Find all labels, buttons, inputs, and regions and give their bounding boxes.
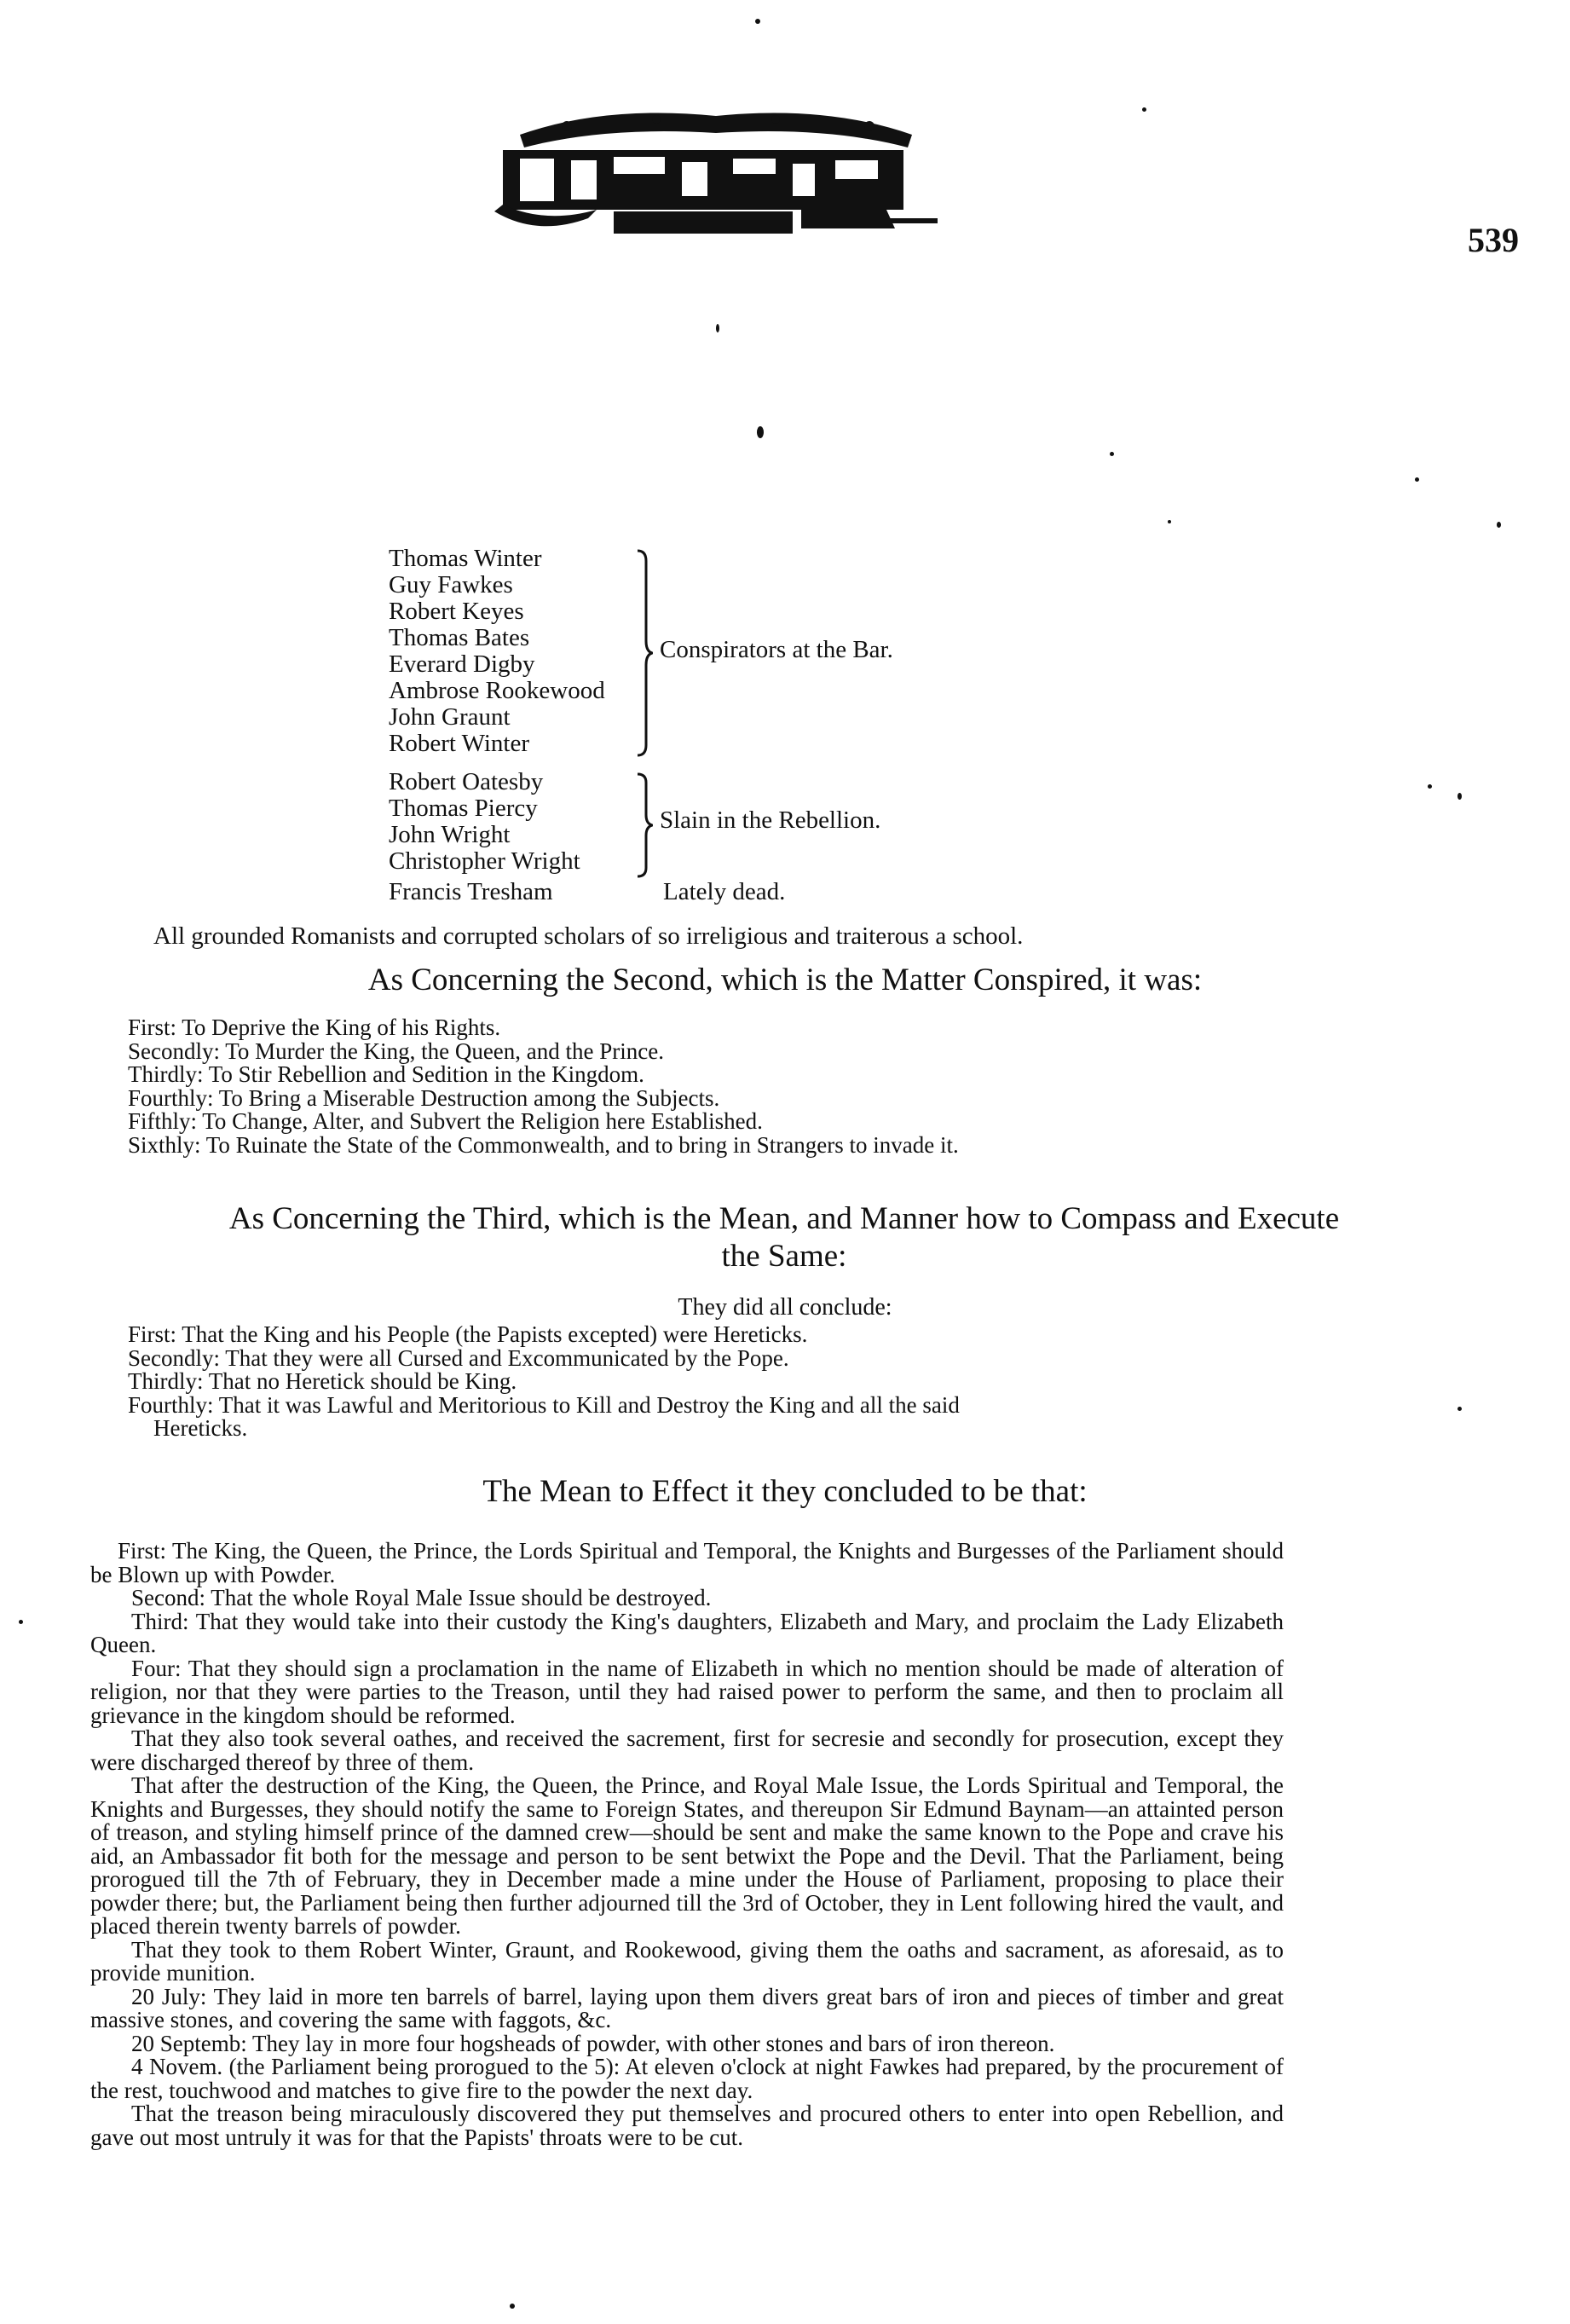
- conspirator-name: Ambrose Rookewood: [389, 677, 605, 704]
- conspirator-name: Guy Fawkes: [389, 571, 513, 598]
- item-text: To Bring a Miserable Destruction among the Subjects.: [218, 1084, 720, 1111]
- conspirator-name: Thomas Bates: [389, 624, 530, 651]
- paragraph: Second: That the whole Royal Male Issue should be destroyed.: [131, 1585, 712, 1610]
- roster-closing-line: All grounded Romanists and corrupted scholars of so irreligious and traiterous a school.: [153, 922, 1024, 950]
- masthead-logo: [486, 109, 946, 246]
- scan-speck: [716, 324, 719, 332]
- conspirator-name: Robert Oatesby: [389, 768, 544, 795]
- list-item: [128, 1131, 1304, 1158]
- list-item-continuation: [128, 1417, 1304, 1441]
- paragraph: That they took to them Robert Winter, Graunt, and Rookewood, giving them the oaths and sacrament, as aforesaid, as to provide munition.: [90, 1936, 1284, 1986]
- conspirators-at-bar-group: [389, 546, 1156, 759]
- item-label: Fourthly:: [128, 1391, 214, 1418]
- journal-logo-graphic: [486, 109, 946, 246]
- item-text: Hereticks.: [153, 1415, 248, 1441]
- conspirator-name: Robert Keyes: [389, 598, 524, 625]
- conspirator-name: John Graunt: [389, 703, 511, 731]
- conspirators-roster: [389, 546, 1156, 907]
- list-item: [128, 1110, 1304, 1134]
- scan-speck: [1497, 522, 1501, 528]
- item-label: First:: [128, 1015, 177, 1040]
- list-item: [128, 1016, 1304, 1040]
- right-brace-icon: [636, 549, 653, 757]
- page-number: 539: [1468, 221, 1519, 259]
- paragraph: That after the destruction of the King, the Queen, the Prince, and Royal Male Issue, the Lords Spiritual and Temporal, the Knights and Burgesses, they should notify the same to Foreign States, and thereupon Sir Edmund Baynam—an attainted person of treason, and styling himself prince of the damned crew—should be sent and make the same known to the Pope and crave his aid, an Ambassador fit both for the message and person to be sent betwixt the Pope and the Devil. That the Parliament, being prorogued till the 7th of February, they in December made a mine under the House of Parliament, proposing to place their powder there; but, the Parliament being then further adjourned till the 3rd of October, they in Lent following hired the vault, and placed therein twenty barrels of powder.: [90, 1772, 1284, 1939]
- conspirator-name: Thomas Piercy: [389, 795, 538, 822]
- item-label: Thirdly:: [128, 1368, 204, 1394]
- list-item: [128, 1040, 1304, 1064]
- paragraph: Third: That they would take into their custody the King's daughters, Elizabeth and Mary, and proclaim the Lady Elizabeth Queen.: [90, 1608, 1284, 1657]
- paragraph: 4 Novem. (the Parliament being prorogued to the 5): At eleven o'clock at night Fawkes had prepared, by the procurement of the rest, touchwood and matches to give fire to the powder the next day.: [90, 2054, 1284, 2103]
- mean-and-manner-list: [128, 1323, 1304, 1441]
- list-item: [128, 1344, 1304, 1371]
- item-text: To Murder the King, the Queen, and the Prince.: [225, 1038, 664, 1064]
- paragraph: That the treason being miraculously discovered they put themselves and procured others to enter into open Rebellion, and gave out most untruly it was for that the Papists' throats were to be cut.: [90, 2101, 1284, 2150]
- heading-line: the Same:: [721, 1239, 847, 1274]
- conspirator-name: Christopher Wright: [389, 847, 580, 875]
- list-item: [128, 1323, 1304, 1347]
- scan-speck: [757, 426, 764, 438]
- conspirator-name: John Wright: [389, 821, 511, 848]
- item-text: That the King and his People (the Papists excepted) were Hereticks.: [182, 1321, 808, 1347]
- scan-speck: [1428, 784, 1432, 789]
- conspirator-name: Francis Tresham: [389, 878, 553, 905]
- item-text: That no Heretick should be King.: [208, 1368, 517, 1394]
- paragraph: Four: That they should sign a proclamation in the name of Elizabeth in which no mention should be made of alteration of religion, nor that they were parties to the Treason, until they had raised power to perform the same, and then to proclaim all grievance in the kingdom should be reformed.: [90, 1655, 1284, 1728]
- item-text: That it was Lawful and Meritorious to Kill and Destroy the King and all the said: [218, 1391, 960, 1418]
- group-label: Slain in the Rebellion.: [660, 806, 881, 834]
- item-text: To Change, Alter, and Subvert the Religion here Established.: [202, 1108, 763, 1134]
- item-text: To Ruinate the State of the Commonwealth, and to bring in Strangers to invade it.: [205, 1131, 959, 1158]
- scan-speck: [510, 2304, 515, 2309]
- scan-speck: [1415, 477, 1419, 482]
- tresham-line: [389, 878, 1156, 907]
- item-label: Fifthly:: [128, 1108, 198, 1134]
- section-heading: The Mean to Effect it they concluded to be that:: [482, 1474, 1088, 1509]
- list-item: [128, 1370, 1304, 1394]
- item-label: Thirdly:: [128, 1061, 204, 1087]
- paragraph: First: The King, the Queen, the Prince, the Lords Spiritual and Temporal, the Knights and Burgesses of the Parliament should be Blown up with Powder.: [90, 1538, 1284, 1587]
- scan-speck: [1457, 793, 1462, 800]
- heading-line: As Concerning the Third, which is the Mean, and Manner how to Compass and Execute: [228, 1201, 1340, 1236]
- group-label: Conspirators at the Bar.: [660, 636, 893, 663]
- mean-to-effect-paragraphs: [90, 1540, 1284, 2149]
- right-brace-icon: [636, 772, 653, 878]
- slain-in-rebellion-group: [389, 769, 1156, 878]
- scan-speck: [1142, 107, 1146, 112]
- item-label: Secondly:: [128, 1038, 220, 1064]
- item-text: To Deprive the King of his Rights.: [182, 1015, 501, 1040]
- item-label: Fourthly:: [128, 1084, 214, 1111]
- matter-conspired-list: [128, 1016, 1304, 1157]
- item-text: To Stir Rebellion and Sedition in the Kingdom.: [208, 1061, 644, 1087]
- item-label: First:: [128, 1321, 177, 1347]
- conspirator-name: Everard Digby: [389, 650, 535, 678]
- item-label: Sixthly:: [128, 1131, 201, 1158]
- conspirator-status: Lately dead.: [663, 878, 786, 905]
- scan-speck: [19, 1620, 23, 1624]
- section-heading: [51, 1200, 1517, 1275]
- list-item: [128, 1063, 1304, 1087]
- paragraph: 20 July: They laid in more ten barrels of barrel, laying upon them divers great bars of iron and pieces of timber and great massive stones, and covering the same with faggots, &c.: [90, 1983, 1284, 2032]
- conspirator-name: Thomas Winter: [389, 545, 542, 572]
- section-heading: As Concerning the Second, which is the Matter Conspired, it was:: [367, 963, 1203, 997]
- section-intro: They did all conclude:: [678, 1294, 892, 1321]
- item-label: Secondly:: [128, 1344, 220, 1371]
- list-item: [128, 1391, 1304, 1418]
- scan-speck: [1168, 520, 1171, 523]
- scan-speck: [1457, 1407, 1462, 1411]
- list-item: [128, 1084, 1304, 1111]
- conspirator-name: Robert Winter: [389, 730, 530, 757]
- scan-speck: [1110, 452, 1114, 456]
- paragraph: 20 Septemb: They lay in more four hogsheads of powder, with other stones and bars of iron thereon.: [131, 2030, 1055, 2056]
- item-text: That they were all Cursed and Excommunicated by the Pope.: [225, 1344, 789, 1371]
- scan-speck: [755, 19, 760, 24]
- paragraph: That they also took several oathes, and received the sacrement, first for secresie and secondly for prosecution, except they were discharged thereof by three of them.: [90, 1726, 1284, 1775]
